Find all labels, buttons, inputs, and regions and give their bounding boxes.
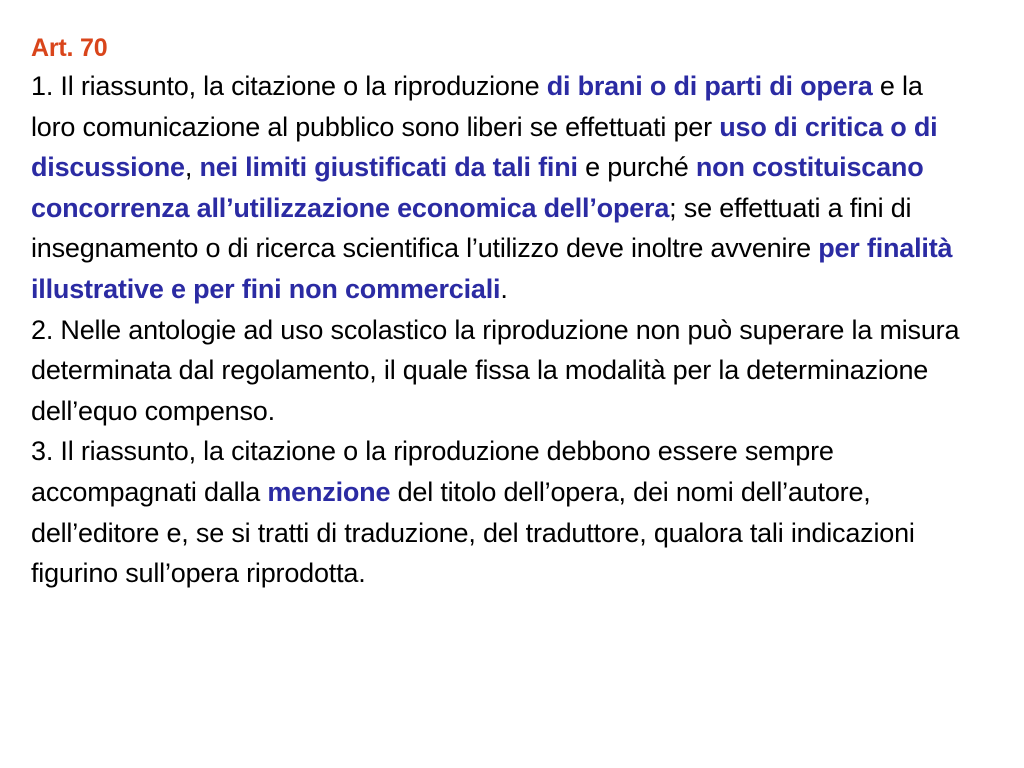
p1-text-1: 1. Il riassunto, la citazione o la riproduzione: [31, 71, 547, 101]
article-title: Art. 70: [31, 34, 108, 62]
p3-text-1: 3. Il riassunto, la citazione o la riproduzione debbono essere sempre accompagnati dalla: [31, 436, 834, 507]
p1-text-2: e la loro comunicazione al pubblico sono liberi se effettuati per: [31, 71, 923, 142]
p1-highlight-5: per finalità illustrative e per fini non commerciali: [31, 233, 953, 304]
p1-highlight-1: di brani o di parti di opera: [546, 71, 873, 101]
paragraph-2: 2. Nelle antologie ad uso scolastico la riproduzione non può superare la misura determinata dal regolamento, il quale fissa la modalità per la determinazione dell’equo compenso.: [31, 314, 960, 426]
paragraph-3: [31, 431, 961, 593]
p1-highlight-3: nei limiti giustificati da tali fini: [199, 152, 578, 183]
p1-text-4: e purché: [577, 152, 696, 183]
paragraph-1: [31, 66, 961, 310]
slide-content: [31, 30, 961, 594]
p1-highlight-4: non costituiscano concorrenza all’utilizzazione economica dell’opera: [31, 152, 924, 223]
p1-text-5: ; se effettuati a fini di insegnamento o di ricerca scientifica l’utilizzo deve inoltre avvenire: [31, 192, 912, 264]
p1-highlight-2: uso di critica o di discussione: [31, 111, 938, 183]
p3-text-2: del titolo dell’opera, dei nomi dell’autore, dell’editore e, se si tratti di traduzione, del traduttore, qualora tali indicazioni figurino sull’opera riprodotta.: [31, 476, 915, 589]
p3-highlight-1: menzione: [267, 476, 391, 507]
p1-text-3: ,: [184, 152, 200, 183]
p1-text-6: .: [500, 273, 508, 304]
